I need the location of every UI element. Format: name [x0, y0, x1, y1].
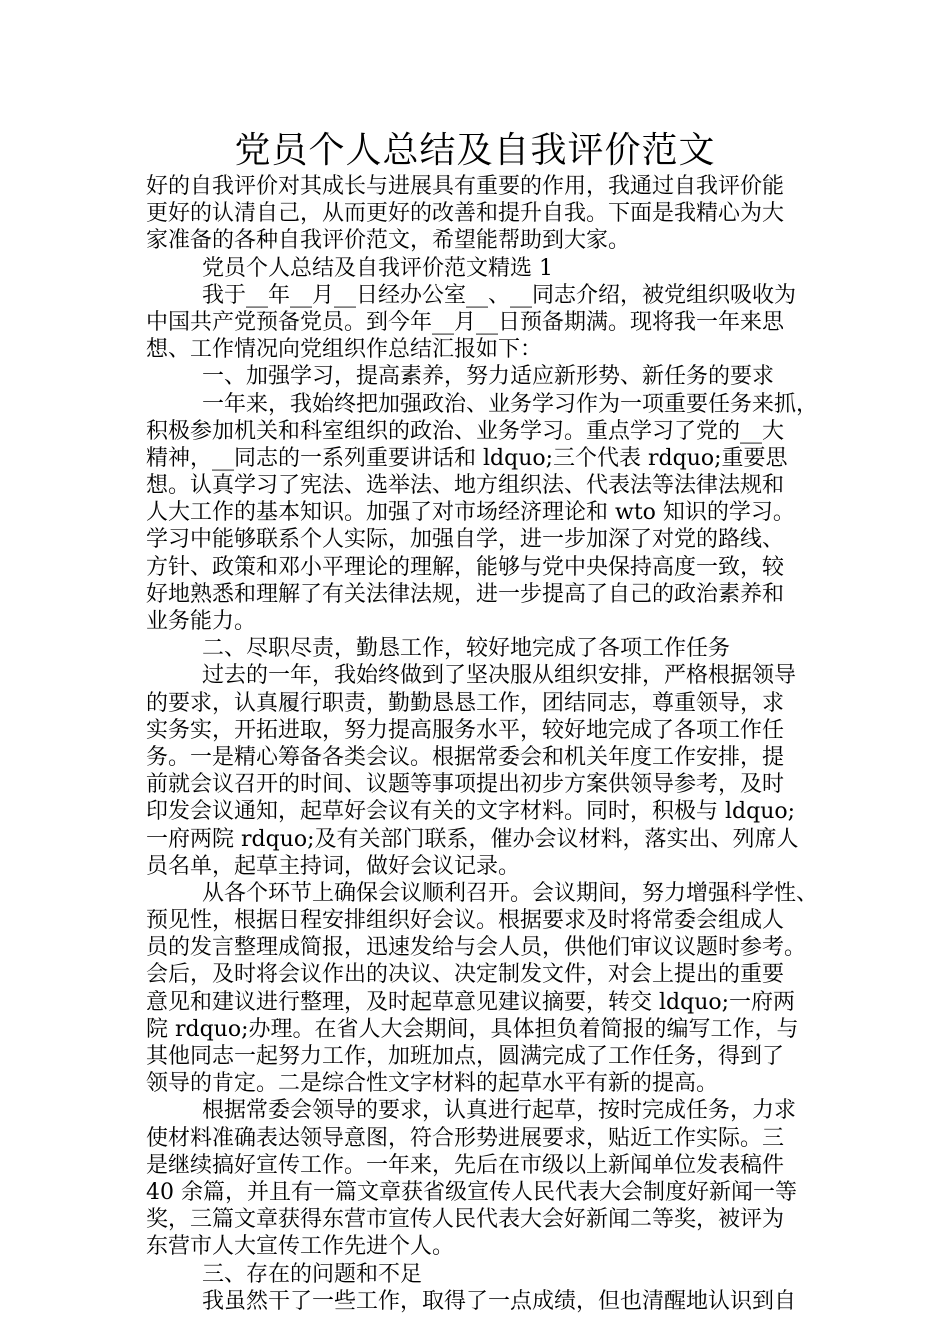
text-line: 奖，三篇文章获得东营市宣传人民代表大会好新闻二等奖，被评为: [146, 1207, 785, 1233]
text-line: 其他同志一起努力工作，加班加点，圆满完成了工作任务，得到了: [146, 1044, 785, 1069]
text-line: 实务实，开拓进取，努力提高服务水平，较好地完成了各项工作任: [146, 717, 785, 743]
text-line: 好地熟悉和理解了有关法律法规，进一步提高了自己的政治素养和: [146, 581, 785, 607]
text-line: 前就会议召开的时间、议题等事项提出初步方案供领导参考，及时: [146, 772, 785, 798]
document-title: 党员个人总结及自我评价范文: [234, 130, 716, 171]
text-line: 从各个环节上确保会议顺利召开。会议期间，努力增强科学性、: [202, 880, 819, 906]
text-line: 务。一是精心筹备各类会议。根据常委会和机关年度工作安排，提: [146, 744, 785, 770]
text-line: 一府两院 rdquo;及有关部门联系，催办会议材料，落实出、列席人: [146, 826, 799, 852]
text-line: 业务能力。: [146, 609, 257, 634]
text-line: 领导的肯定。二是综合性文字材料的起草水平有新的提高。: [146, 1071, 719, 1097]
text-line: 三、存在的问题和不足: [202, 1261, 423, 1287]
text-line: 积极参加机关和科室组织的政治、业务学习。重点学习了党的__大: [146, 418, 785, 444]
text-line: 家准备的各种自我评价范文，希望能帮助到大家。: [146, 228, 631, 254]
text-line: 40 余篇，并且有一篇文章获省级宣传人民代表大会制度好新闻一等: [146, 1179, 797, 1205]
text-line: 精神，__同志的一系列重要讲话和 ldquo;三个代表 rdquo;重要思: [146, 445, 788, 471]
text-line: 员的发言整理成简报，迅速发给与会人员，供他们审议议题时参考。: [146, 935, 807, 961]
text-line: 想、工作情况向党组织作总结汇报如下：: [146, 337, 543, 363]
text-line: 党员个人总结及自我评价范文精选 1: [202, 255, 553, 281]
text-line: 人大工作的基本知识。加强了对市场经济理论和 wto 知识的学习。: [146, 500, 795, 526]
text-line: 根据常委会领导的要求，认真进行起草，按时完成任务，力求: [202, 1098, 797, 1124]
text-line: 想。认真学习了宪法、选举法、地方组织法、代表法等法律法规和: [146, 473, 785, 499]
text-line: 意见和建议进行整理，及时起草意见建议摘要，转交 ldquo;一府两: [146, 989, 796, 1015]
text-line: 过去的一年，我始终做到了坚决服从组织安排，严格根据领导: [202, 663, 797, 689]
text-line: 会后，及时将会议作出的决议、决定制发文件，对会上提出的重要: [146, 962, 785, 988]
text-line: 学习中能够联系个人实际，加强自学，进一步加深了对党的路线、: [146, 527, 785, 553]
document-body: [146, 173, 836, 1315]
text-line: 员名单，起草主持词，做好会议记录。: [146, 853, 521, 879]
text-line: 好的自我评价对其成长与进展具有重要的作用，我通过自我评价能: [146, 174, 785, 199]
text-line: 印发会议通知，起草好会议有关的文字材料。同时，积极与 ldquo;: [146, 799, 796, 825]
text-line: 预见性，根据日程安排组织好会议。根据要求及时将常委会组成人: [146, 908, 785, 934]
text-line: 是继续搞好宣传工作。一年来，先后在市级以上新闻单位发表稿件: [146, 1152, 785, 1178]
text-line: 我虽然干了一些工作，取得了一点成绩，但也清醒地认识到自: [202, 1288, 797, 1314]
text-line: 中国共产党预备党员。到今年__月__日预备期满。现将我一年来思: [146, 309, 785, 335]
text-line: 方针、政策和邓小平理论的理解，能够与党中央保持高度一致，较: [146, 554, 785, 580]
text-line: 院 rdquo;办理。在省人大会期间，具体担负着简报的编写工作，与: [146, 1016, 799, 1042]
text-line: 二、尽职尽责，勤恳工作，较好地完成了各项工作任务: [202, 636, 731, 662]
text-line: 更好的认清自己，从而更好的改善和提升自我。下面是我精心为大: [146, 201, 785, 227]
text-line: 我于__年__月__日经办公室__、__同志介绍，被党组织吸收为: [202, 282, 797, 308]
text-line: 一年来，我始终把加强政治、业务学习作为一项重要任务来抓，: [202, 391, 819, 417]
text-line: 使材料准确表达领导意图，符合形势进展要求，贴近工作实际。三: [146, 1125, 785, 1151]
text-line: 一、加强学习，提高素养，努力适应新形势、新任务的要求: [202, 364, 775, 390]
text-line: 东营市人大宣传工作先进个人。: [146, 1234, 455, 1260]
text-line: 的要求，认真履行职责，勤勤恳恳工作，团结同志，尊重领导，求: [146, 690, 785, 716]
